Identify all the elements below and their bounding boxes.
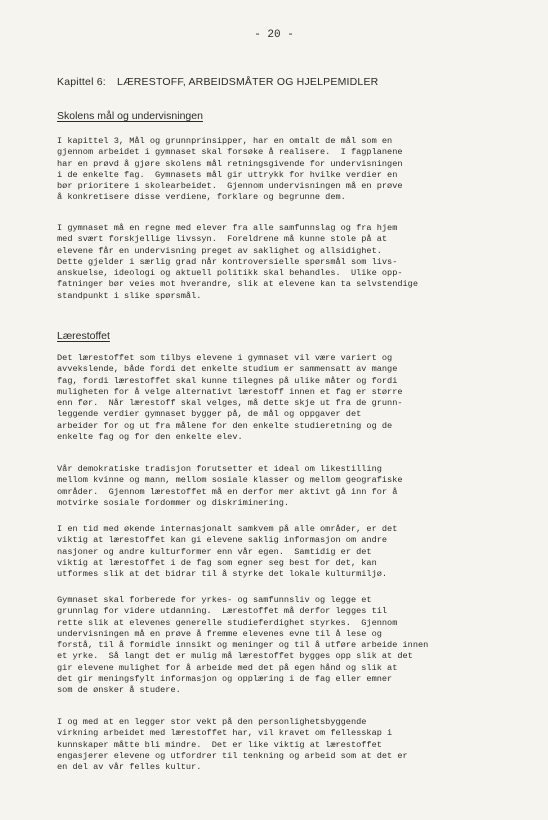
section-heading-larestoffet: Lærestoffet: [57, 330, 110, 342]
paragraph: I kapittel 3, Mål og grunnprinsipper, har en omtalt de mål som en gjennom arbeidet i gymnaset skal forsøke å realisere. I fagplanene har en prøvd å gjøre skolens mål retningsgivende for undervisningen i de enkelte fag. Gymnasets mål gir uttrykk for hvilke verdier en bør prioritere i skolearbeidet. Gjennom undervisningen må en prøve å konkretisere disse verdiene, forklare og begrunne dem.: [57, 136, 403, 203]
chapter-label: Kapittel 6:: [57, 76, 106, 88]
chapter-heading: LÆRESTOFF, ARBEIDSMÅTER OG HJELPEMIDLER: [117, 76, 379, 88]
section-heading-skolens-mal: Skolens mål og undervisningen: [57, 110, 203, 122]
chapter-title: [57, 76, 378, 88]
paragraph: Vår demokratiske tradisjon forutsetter et ideal om likestilling mellom kvinne og mann, mellom sosiale klasser og mellom geografiske områder. Gjennom lærestoffet må en derfor mer aktivt gå inn for å motvirke sosiale fordommer og diskriminering.: [57, 464, 403, 508]
paragraph: Gymnaset skal forberede for yrkes- og samfunnsliv og legge et grunnlag for videre utdanning. Lærestoffet må derfor legges til rette slik at elevenes generelle studieferdighet styrkes. Gjennom undervisningen må en prøve å fremme elevenes evne til å lese og forstå, til å formidle innsikt og meninger og til å utføre arbeide innen et yrke. Så langt det er mulig må lærestoffet bygges opp slik at det gir elevene mulighet for å arbeide med det på egen hånd og slik at det gir meningsfylt informasjon og opplæring i de fag eller emner som de ønsker å studere.: [57, 595, 429, 696]
paragraph: I en tid med økende internasjonalt samkvem på alle områder, er det viktig at lærestoffet kan gi elevene saklig informasjon om andre nasjoner og andre kulturformer enn vår egen. Samtidig er det viktig at lærestoffet i de fag som egner seg best for det, kan utformes slik at det bidrar til å styrke det lokale kulturmiljø.: [57, 524, 398, 580]
paragraph: I og med at en legger stor vekt på den personlighetsbyggende virkning arbeidet med lærestoffet har, vil kravet om fellesskap i kunnskaper måtte bli mindre. Det er like viktig at lærestoffet engasjerer elevene og utfordrer til tenkning og arbeid som at det er en del av vår felles kultur.: [57, 717, 408, 773]
page-number: - 20 -: [254, 29, 294, 41]
paragraph: I gymnaset må en regne med elever fra alle samfunnslag og fra hjem med svært forskjellige livssyn. Foreldrene må kunne stole på at elevene får en undervisning preget av saklighet og allsidighet. Dette gjelder i særlig grad når kontroversielle spørsmål som livs- anskuelse, ideologi og aktuell politikk skal behandles. Ulike opp- fatninger bør veies mot hverandre, slik at elevene kan ta selvstendige standpunkt i slike spørsmål.: [57, 223, 418, 301]
paragraph: Det lærestoffet som tilbys elevene i gymnaset vil være variert og avvekslende, både fordi det enkelte studium er sammensatt av mange fag, fordi lærestoffet skal kunne tilegnes på ulike måter og fordi muligheten for å velge alternativt lærestoff innen et fag er større enn før. Når lærestoff skal velges, må dette skje ut fra de grunn- leggende verdier gymnaset bygger på, de mål og oppgaver det arbeider for og ut fra målene for den enkelte studieretning og de enkelte fag og for den enkelte elev.: [57, 353, 403, 443]
